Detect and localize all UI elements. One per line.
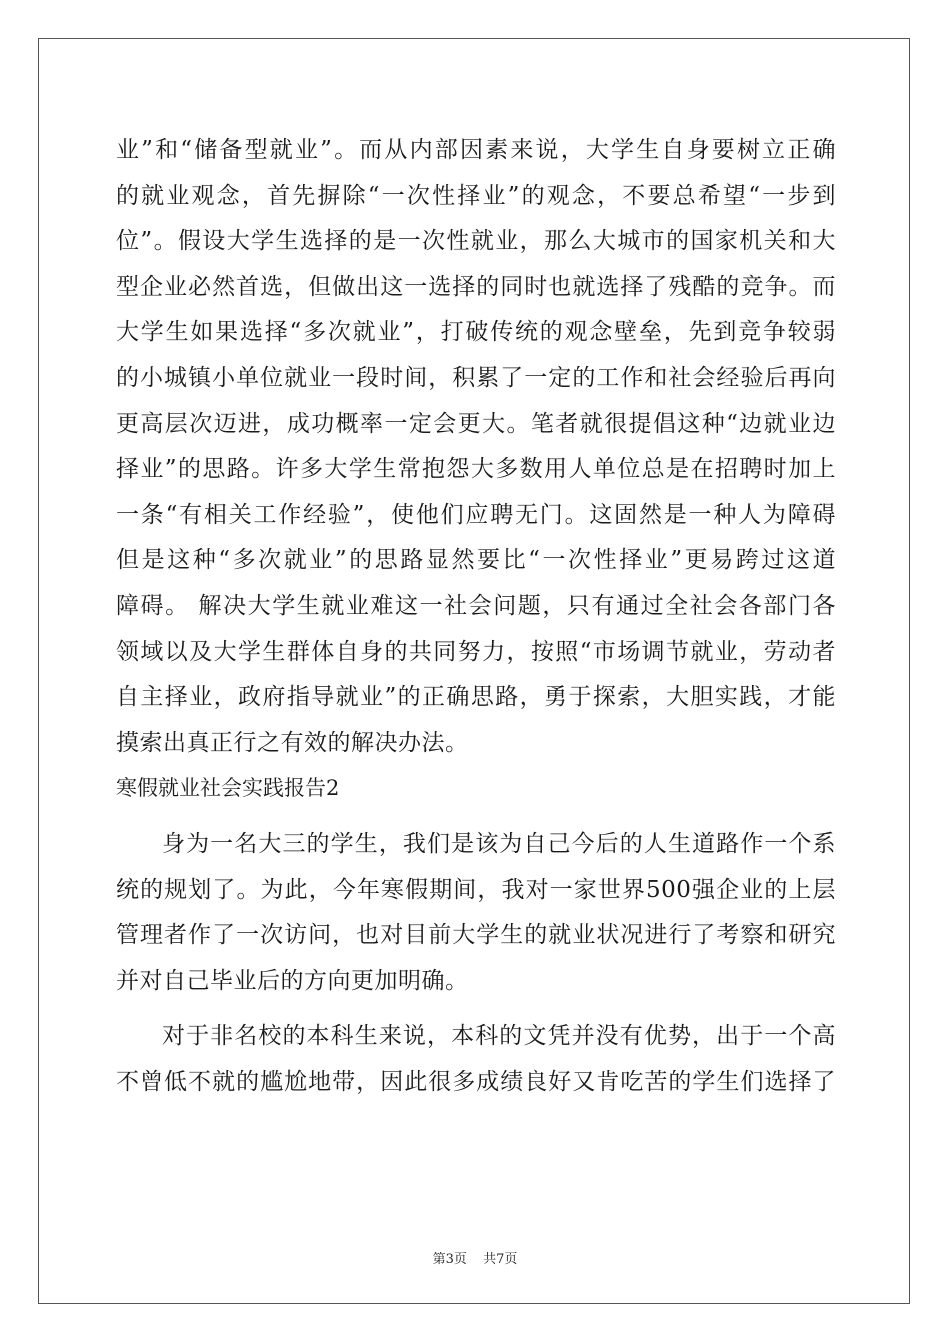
page-number: 第3页 [432, 1252, 467, 1267]
paragraph-line: 型企业必然首选，但做出这一选择的同时也就选择了残酷的竞争。而 [116, 273, 836, 300]
paragraph-line: 更高层次迈进，成功概率一定会更大。笔者就很提倡这种“边就业边 [116, 410, 836, 437]
paragraph-line: 的小城镇小单位就业一段时间，积累了一定的工作和社会经验后再向 [116, 364, 836, 391]
paragraph-line: 的就业观念，首先摒除“一次性择业”的观念，不要总希望“一步到 [116, 182, 836, 209]
paragraph-line: 业”和“储备型就业”。而从内部因素来说，大学生自身要树立正确 [116, 137, 836, 163]
document-body [116, 128, 836, 1105]
paragraph-line: 位”。假设大学生选择的是一次性就业，那么大城市的国家机关和大 [116, 228, 836, 255]
section-heading: 寒假就业社会实践报告2 [116, 776, 340, 801]
paragraph-line: 一条“有相关工作经验”，使他们应聘无门。这固然是一种人为障碍 [116, 501, 836, 528]
paragraph-line: 不曾低不就的尴尬地带，因此很多成绩良好又肯吃苦的学生们选择了 [116, 1068, 836, 1095]
paragraph-line: 大学生如果选择“多次就业”，打破传统的观念壁垒，先到竞争较弱 [116, 319, 836, 346]
paragraph-line: 择业”的思路。许多大学生常抱怨大多数用人单位总是在招聘时加上 [116, 456, 836, 483]
paragraph-line: 但是这种“多次就业”的思路显然要比“一次性择业”更易跨过这道 [116, 547, 836, 574]
paragraph-line: 管理者作了一次访问，也对目前大学生的就业状况进行了考察和研究 [116, 922, 836, 949]
paragraph-line: 身为一名大三的学生，我们是该为自己今后的人生道路作一个系 [162, 830, 836, 857]
paragraph-line: 统的规划了。为此，今年寒假期间，我对一家世界500强企业的上层 [116, 876, 836, 903]
paragraph-line: 对于非名校的本科生来说，本科的文凭并没有优势，出于一个高 [162, 1023, 836, 1050]
paragraph-line: 自主择业，政府指导就业”的正确思路，勇于探索，大胆实践，才能 [116, 684, 836, 711]
paragraph-line: 领域以及大学生群体自身的共同努力，按照“市场调节就业，劳动者 [116, 638, 836, 665]
page-total: 共7页 [483, 1252, 518, 1267]
page-footer [0, 1248, 950, 1267]
paragraph-line: 障碍。 解决大学生就业难这一社会问题，只有通过全社会各部门各 [116, 592, 836, 619]
paragraph-line: 摸索出真正行之有效的解决办法。 [116, 729, 469, 756]
paragraph-line: 并对自己毕业后的方向更加明确。 [116, 967, 469, 994]
